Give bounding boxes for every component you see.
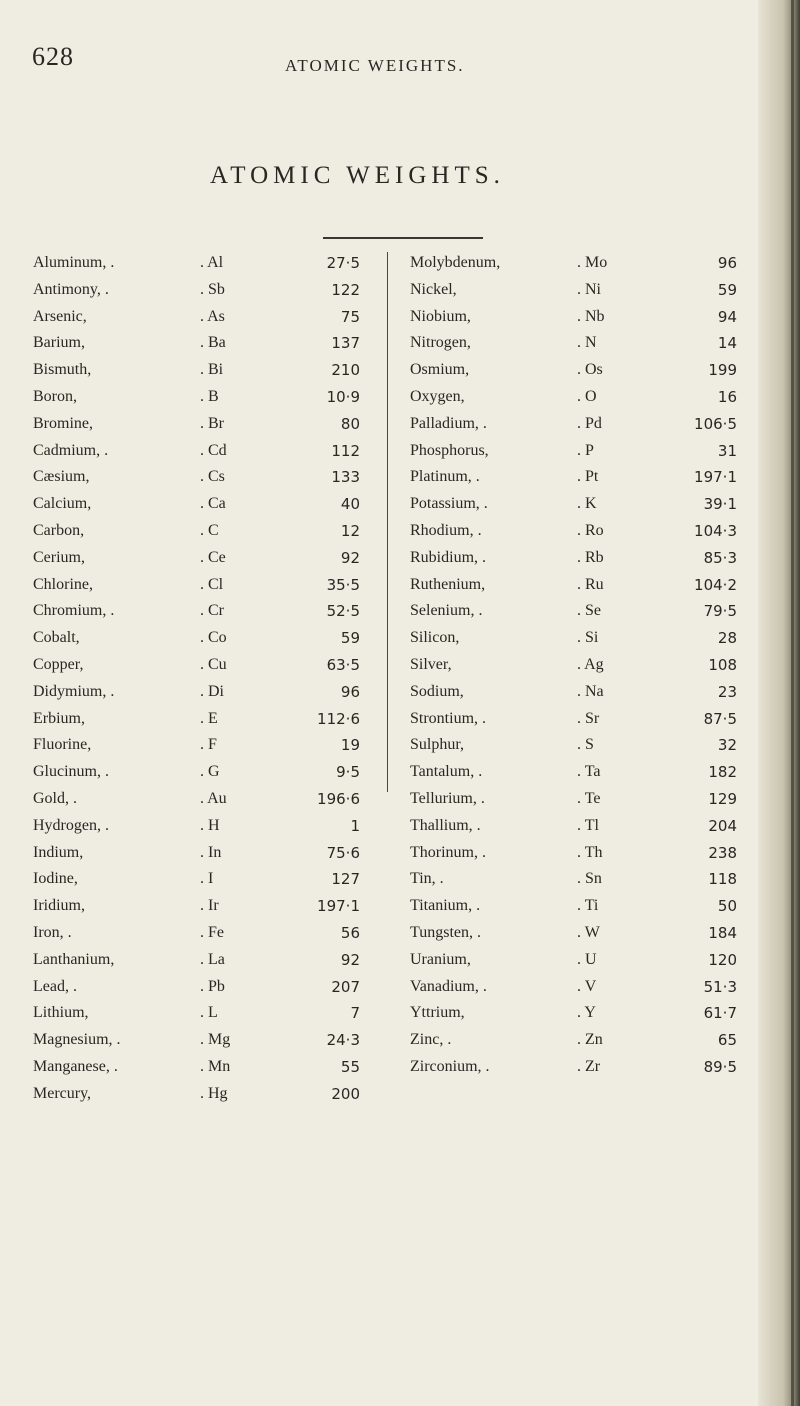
element-row xyxy=(33,545,383,572)
element-name: Copper, xyxy=(33,655,84,673)
element-symbol: . Fe xyxy=(200,923,224,941)
element-row xyxy=(33,357,383,384)
element-name: Iridium, xyxy=(33,897,85,915)
element-row xyxy=(33,974,383,1001)
atomic-weight: 24·3 xyxy=(326,1031,360,1050)
element-row xyxy=(33,1054,383,1081)
element-symbol: . Bi xyxy=(200,361,224,379)
element-symbol: . Si xyxy=(577,629,599,647)
element-symbol: . In xyxy=(200,843,222,861)
element-row xyxy=(33,840,383,867)
element-row xyxy=(410,384,760,411)
element-name: Aluminum, . xyxy=(33,254,115,271)
atomic-weight: 1 xyxy=(350,816,360,835)
element-name: Phosphorus, xyxy=(410,441,489,459)
atomic-weight: 12 xyxy=(340,521,360,540)
element-symbol: . Zr xyxy=(577,1057,601,1075)
atomic-weight: 184 xyxy=(708,923,737,942)
atomic-weight: 27·5 xyxy=(326,254,360,272)
element-row xyxy=(410,330,760,357)
page-title: ATOMIC WEIGHTS. xyxy=(210,162,505,189)
element-name: Erbium, xyxy=(33,709,85,727)
element-name: Gold, . xyxy=(33,789,77,807)
element-symbol: . Ce xyxy=(200,548,226,566)
element-name: Mercury, xyxy=(33,1084,92,1102)
atomic-weight: 75·6 xyxy=(326,843,360,862)
element-symbol: . Os xyxy=(577,361,603,379)
atomic-weight: 122 xyxy=(331,280,360,299)
element-row xyxy=(410,706,760,733)
element-name: Rhodium, . xyxy=(410,521,482,539)
element-name: Indium, xyxy=(33,843,84,861)
atomic-weight: 199 xyxy=(708,361,737,380)
element-symbol: . I xyxy=(200,870,214,888)
element-symbol: . As xyxy=(200,307,225,325)
element-name: Barium, xyxy=(33,334,85,352)
element-name: Sulphur, xyxy=(410,736,465,754)
element-name: Rubidium, . xyxy=(410,548,487,566)
atomic-weight: 104·3 xyxy=(694,521,737,540)
atomic-weight: 129 xyxy=(708,789,737,808)
atomic-weight: 196·6 xyxy=(317,789,360,808)
element-name: Sodium, xyxy=(410,682,464,700)
element-row xyxy=(33,652,383,679)
atomic-weight: 106·5 xyxy=(694,414,737,433)
element-name: Ruthenium, xyxy=(410,575,486,593)
element-name: Lanthanium, xyxy=(33,950,115,968)
atomic-weight: 137 xyxy=(331,334,360,353)
element-row xyxy=(410,598,760,625)
element-name: Cæsium, xyxy=(33,468,90,486)
element-name: Nitrogen, xyxy=(410,334,471,352)
element-row xyxy=(410,625,760,652)
atomic-weight: 120 xyxy=(708,950,737,969)
element-name: Titanium, . xyxy=(410,897,481,915)
element-symbol: . Pd xyxy=(577,414,602,432)
element-row xyxy=(410,786,760,813)
atomic-weight: 59 xyxy=(717,280,737,299)
element-name: Silicon, xyxy=(410,629,460,647)
element-row xyxy=(33,706,383,733)
element-symbol: . Cl xyxy=(200,575,224,593)
atomic-weight: 118 xyxy=(708,870,737,889)
atomic-weight: 127 xyxy=(331,870,360,889)
atomic-weight: 16 xyxy=(717,387,737,406)
element-row xyxy=(410,947,760,974)
element-row xyxy=(410,893,760,920)
element-symbol: . Mo xyxy=(577,254,608,271)
element-symbol: . Cd xyxy=(200,441,227,459)
element-row xyxy=(33,732,383,759)
element-row xyxy=(33,893,383,920)
element-row xyxy=(33,759,383,786)
atomic-weight: 92 xyxy=(340,548,360,567)
element-name: Arsenic, xyxy=(33,307,87,325)
atomic-weight: 197·1 xyxy=(694,468,737,487)
atomic-weight: 52·5 xyxy=(326,602,360,621)
element-name: Nickel, xyxy=(410,280,457,298)
element-symbol: . Tl xyxy=(577,816,599,834)
element-row xyxy=(410,464,760,491)
atomic-weight: 79·5 xyxy=(703,602,737,621)
element-symbol: . O xyxy=(577,387,597,405)
element-name: Cobalt, xyxy=(33,629,80,647)
element-symbol: . Ba xyxy=(200,334,226,352)
element-name: Magnesium, . xyxy=(33,1031,121,1049)
atomic-weight: 75 xyxy=(340,307,360,326)
element-name: Zirconium, . xyxy=(410,1057,490,1075)
element-row xyxy=(33,330,383,357)
element-symbol: . W xyxy=(577,923,600,941)
element-row xyxy=(410,679,760,706)
element-symbol: . Ir xyxy=(200,897,219,915)
element-row xyxy=(410,652,760,679)
element-symbol: . S xyxy=(577,736,594,754)
element-symbol: . Zn xyxy=(577,1031,603,1049)
element-symbol: . Hg xyxy=(200,1084,228,1102)
atomic-weight: 204 xyxy=(708,816,737,835)
element-symbol: . Sb xyxy=(200,280,225,298)
element-row xyxy=(410,1054,760,1081)
element-row xyxy=(33,411,383,438)
atomic-weight: 55 xyxy=(340,1057,360,1076)
element-symbol: . Cs xyxy=(200,468,225,486)
element-symbol: . C xyxy=(200,521,219,539)
atomic-weight: 59 xyxy=(340,629,360,648)
element-name: Manganese, . xyxy=(33,1057,118,1075)
atomic-weight: 80 xyxy=(340,414,360,433)
left-column xyxy=(33,250,383,1108)
element-name: Hydrogen, . xyxy=(33,816,109,834)
element-symbol: . Y xyxy=(577,1004,596,1022)
element-name: Iron, . xyxy=(33,923,72,941)
element-row xyxy=(33,572,383,599)
element-symbol: . P xyxy=(577,441,594,459)
element-name: Vanadium, . xyxy=(410,977,487,995)
atomic-weight: 112·6 xyxy=(317,709,360,728)
atomic-weight: 197·1 xyxy=(317,897,360,916)
element-name: Thallium, . xyxy=(410,816,481,834)
element-symbol: . F xyxy=(200,736,217,754)
element-row xyxy=(410,250,760,277)
atomic-weight: 87·5 xyxy=(703,709,737,728)
element-symbol: . Co xyxy=(200,629,227,647)
element-symbol: . G xyxy=(200,763,220,781)
element-symbol: . K xyxy=(577,495,597,513)
element-symbol: . H xyxy=(200,816,220,834)
element-symbol: . Ca xyxy=(200,495,226,513)
atomic-weight: 104·2 xyxy=(694,575,737,594)
element-name: Selenium, . xyxy=(410,602,483,620)
atomic-weight: 39·1 xyxy=(703,495,737,514)
element-row xyxy=(33,464,383,491)
element-symbol: . E xyxy=(200,709,218,727)
atomic-weight: 182 xyxy=(708,763,737,782)
element-row xyxy=(410,813,760,840)
atomic-weight: 32 xyxy=(717,736,737,755)
element-name: Tungsten, . xyxy=(410,923,481,941)
element-symbol: . Th xyxy=(577,843,603,861)
element-name: Carbon, xyxy=(33,521,85,539)
element-name: Molybdenum, xyxy=(410,254,501,271)
element-row xyxy=(410,866,760,893)
element-row xyxy=(410,518,760,545)
element-name: Tellurium, . xyxy=(410,789,485,807)
element-name: Uranium, xyxy=(410,950,471,968)
atomic-weight: 200 xyxy=(331,1084,360,1103)
element-symbol: . La xyxy=(200,950,225,968)
element-name: Oxygen, xyxy=(410,387,465,405)
element-symbol: . Ni xyxy=(577,280,601,298)
atomic-weight: 207 xyxy=(331,977,360,996)
element-name: Lithium, xyxy=(33,1004,89,1022)
element-name: Potassium, . xyxy=(410,495,488,513)
element-name: Tin, . xyxy=(410,870,444,888)
element-name: Chlorine, xyxy=(33,575,93,593)
element-symbol: . Au xyxy=(200,789,227,807)
element-symbol: . Pb xyxy=(200,977,225,995)
element-row xyxy=(33,1081,383,1108)
element-row xyxy=(410,572,760,599)
element-name: Fluorine, xyxy=(33,736,92,754)
element-row xyxy=(410,732,760,759)
atomic-weight: 92 xyxy=(340,950,360,969)
element-symbol: . Br xyxy=(200,414,224,432)
element-row xyxy=(33,813,383,840)
element-row xyxy=(410,840,760,867)
element-name: Cadmium, . xyxy=(33,441,109,459)
element-name: Lead, . xyxy=(33,977,77,995)
element-row xyxy=(33,438,383,465)
element-name: Platinum, . xyxy=(410,468,480,486)
element-row xyxy=(410,491,760,518)
element-row xyxy=(33,491,383,518)
element-symbol: . Mg xyxy=(200,1031,231,1049)
atomic-weight: 94 xyxy=(717,307,737,326)
page-number: 628 xyxy=(32,42,74,71)
element-name: Boron, xyxy=(33,387,77,405)
element-symbol: . Te xyxy=(577,789,601,807)
element-row xyxy=(33,866,383,893)
element-name: Antimony, . xyxy=(33,280,109,298)
element-symbol: . Ta xyxy=(577,763,601,781)
element-symbol: . Cr xyxy=(200,602,224,620)
atomic-weight: 63·5 xyxy=(326,655,360,674)
atomic-weight: 108 xyxy=(708,655,737,674)
element-row xyxy=(33,304,383,331)
element-symbol: . Cu xyxy=(200,655,227,673)
element-row xyxy=(33,920,383,947)
element-name: Chromium, . xyxy=(33,602,115,620)
element-name: Glucinum, . xyxy=(33,763,109,781)
right-column xyxy=(410,250,760,1081)
atomic-weight: 96 xyxy=(717,254,737,272)
atomic-weight: 40 xyxy=(340,495,360,514)
atomic-weight: 61·7 xyxy=(703,1004,737,1023)
atomic-weight: 35·5 xyxy=(326,575,360,594)
element-name: Iodine, xyxy=(33,870,78,888)
element-symbol: . Se xyxy=(577,602,601,620)
element-symbol: . B xyxy=(200,387,219,405)
atomic-weight: 96 xyxy=(340,682,360,701)
atomic-weight: 133 xyxy=(331,468,360,487)
element-row xyxy=(410,438,760,465)
element-name: Silver, xyxy=(410,655,452,673)
element-symbol: . U xyxy=(577,950,597,968)
atomic-weight: 51·3 xyxy=(703,977,737,996)
element-row xyxy=(410,974,760,1001)
element-symbol: . Ro xyxy=(577,521,604,539)
element-symbol: . Ag xyxy=(577,655,604,673)
atomic-weight: 10·9 xyxy=(326,387,360,406)
element-row xyxy=(410,1027,760,1054)
element-symbol: . Ru xyxy=(577,575,604,593)
atomic-weight: 56 xyxy=(340,923,360,942)
element-name: Niobium, xyxy=(410,307,471,325)
element-symbol: . L xyxy=(200,1004,218,1022)
element-name: Bismuth, xyxy=(33,361,92,379)
element-row xyxy=(410,759,760,786)
element-row xyxy=(410,1000,760,1027)
element-name: Strontium, . xyxy=(410,709,487,727)
element-name: Didymium, . xyxy=(33,682,115,700)
element-row xyxy=(33,947,383,974)
element-name: Bromine, xyxy=(33,414,93,432)
element-symbol: . Al xyxy=(200,254,224,271)
element-symbol: . Pt xyxy=(577,468,599,486)
atomic-weight: 210 xyxy=(331,361,360,380)
element-row xyxy=(33,598,383,625)
atomic-weight: 9·5 xyxy=(336,763,360,782)
element-symbol: . N xyxy=(577,334,597,352)
element-row xyxy=(33,679,383,706)
atomic-weight: 28 xyxy=(717,629,737,648)
element-symbol: . Nb xyxy=(577,307,605,325)
running-head: ATOMIC WEIGHTS. xyxy=(285,56,465,75)
atomic-weight: 238 xyxy=(708,843,737,862)
element-row xyxy=(33,277,383,304)
element-name: Cerium, xyxy=(33,548,85,566)
element-row xyxy=(410,920,760,947)
element-row xyxy=(33,250,383,277)
page-edge-shadow xyxy=(791,0,794,1406)
element-row xyxy=(410,304,760,331)
element-row xyxy=(33,1027,383,1054)
atomic-weight: 89·5 xyxy=(703,1057,737,1076)
title-rule xyxy=(323,237,483,239)
element-row xyxy=(33,518,383,545)
element-name: Palladium, . xyxy=(410,414,487,432)
element-row xyxy=(33,384,383,411)
element-name: Thorinum, . xyxy=(410,843,486,861)
element-symbol: . Sr xyxy=(577,709,600,727)
element-symbol: . Sn xyxy=(577,870,602,888)
atomic-weight: 65 xyxy=(717,1031,737,1050)
atomic-weight: 14 xyxy=(717,334,737,353)
element-row xyxy=(410,545,760,572)
element-symbol: . Di xyxy=(200,682,224,700)
element-row xyxy=(410,411,760,438)
element-symbol: . Mn xyxy=(200,1057,231,1075)
element-name: Zinc, . xyxy=(410,1031,452,1049)
atomic-weight: 19 xyxy=(340,736,360,755)
element-row xyxy=(410,277,760,304)
atomic-weight: 112 xyxy=(331,441,360,460)
element-name: Tantalum, . xyxy=(410,763,483,781)
element-name: Osmium, xyxy=(410,361,470,379)
atomic-weight: 31 xyxy=(717,441,737,460)
element-row xyxy=(33,786,383,813)
column-divider xyxy=(387,252,388,792)
atomic-weight: 50 xyxy=(717,897,737,916)
element-row xyxy=(33,1000,383,1027)
element-row xyxy=(410,357,760,384)
element-row xyxy=(33,625,383,652)
element-symbol: . Rb xyxy=(577,548,604,566)
element-symbol: . V xyxy=(577,977,597,995)
element-name: Calcium, xyxy=(33,495,92,513)
atomic-weight: 7 xyxy=(350,1004,360,1023)
atomic-weight: 23 xyxy=(717,682,737,701)
element-symbol: . Ti xyxy=(577,897,599,915)
element-symbol: . Na xyxy=(577,682,604,700)
atomic-weight: 85·3 xyxy=(703,548,737,567)
element-name: Yttrium, xyxy=(410,1004,465,1022)
